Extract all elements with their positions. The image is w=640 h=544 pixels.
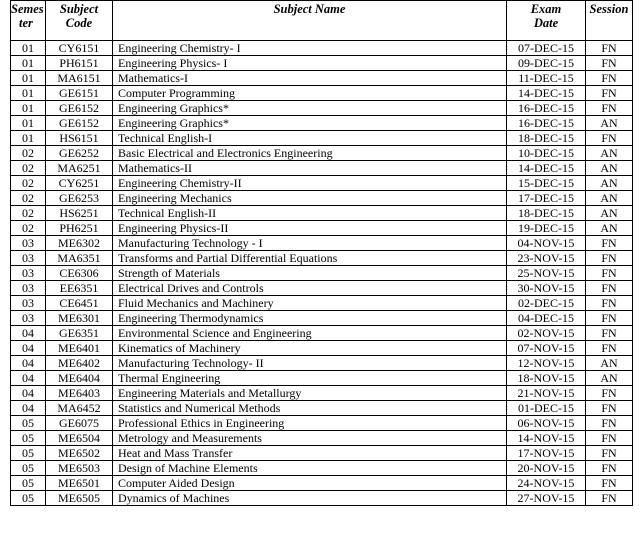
header-semester-line1: Semes [11,2,44,16]
exam-date-cell: 06-NOV-15 [507,416,586,431]
session-cell: FN [586,401,633,416]
subject-name-cell: Heat and Mass Transfer [113,446,507,461]
subject-code-cell: PH6151 [46,56,113,71]
semester-cell: 04 [11,326,46,341]
exam-date-cell: 10-DEC-15 [507,146,586,161]
semester-cell: 03 [11,236,46,251]
subject-name-cell: Engineering Chemistry- I [113,41,507,56]
subject-name-cell: Professional Ethics in Engineering [113,416,507,431]
subject-code-cell: GE6075 [46,416,113,431]
semester-cell: 05 [11,491,46,506]
session-cell: FN [586,266,633,281]
semester-cell: 01 [11,131,46,146]
table-row [11,281,633,296]
semester-cell: 01 [11,116,46,131]
subject-code-cell: MA6452 [46,401,113,416]
table-row [11,401,633,416]
semester-cell: 02 [11,176,46,191]
session-cell: FN [586,71,633,86]
session-cell: FN [586,101,633,116]
subject-name-cell: Fluid Mechanics and Machinery [113,296,507,311]
exam-date-cell: 18-DEC-15 [507,131,586,146]
session-cell: FN [586,131,633,146]
semester-cell: 04 [11,341,46,356]
subject-name-cell: Environmental Science and Engineering [113,326,507,341]
exam-date-cell: 01-DEC-15 [507,401,586,416]
subject-code-cell: CY6251 [46,176,113,191]
exam-date-cell: 04-DEC-15 [507,311,586,326]
header-session: Session [586,1,633,41]
subject-code-cell: ME6505 [46,491,113,506]
semester-cell: 01 [11,86,46,101]
subject-code-cell: HS6151 [46,131,113,146]
exam-date-cell: 25-NOV-15 [507,266,586,281]
exam-date-cell: 19-DEC-15 [507,221,586,236]
session-cell: FN [586,281,633,296]
exam-date-cell: 27-NOV-15 [507,491,586,506]
semester-cell: 02 [11,146,46,161]
session-cell: AN [586,146,633,161]
subject-code-cell: GE6253 [46,191,113,206]
session-cell: AN [586,221,633,236]
session-cell: FN [586,491,633,506]
session-cell: FN [586,56,633,71]
session-cell: AN [586,371,633,386]
table-row [11,326,633,341]
table-row [11,176,633,191]
subject-code-cell: ME6404 [46,371,113,386]
header-date-line1: Exam [530,2,562,16]
session-cell: FN [586,431,633,446]
subject-name-cell: Basic Electrical and Electronics Engineering [113,146,507,161]
exam-date-cell: 14-NOV-15 [507,431,586,446]
exam-date-cell: 30-NOV-15 [507,281,586,296]
subject-name-cell: Engineering Materials and Metallurgy [113,386,507,401]
session-cell: FN [586,461,633,476]
semester-cell: 04 [11,386,46,401]
table-body [11,41,633,506]
exam-schedule-table [10,0,633,506]
table-row [11,461,633,476]
subject-code-cell: EE6351 [46,281,113,296]
exam-date-cell: 14-DEC-15 [507,161,586,176]
subject-code-cell: ME6402 [46,356,113,371]
session-cell: FN [586,41,633,56]
subject-name-cell: Technical English-II [113,206,507,221]
subject-code-cell: ME6504 [46,431,113,446]
subject-name-cell: Engineering Graphics* [113,101,507,116]
subject-name-cell: Manufacturing Technology- II [113,356,507,371]
table-row [11,131,633,146]
session-cell: AN [586,356,633,371]
exam-date-cell: 24-NOV-15 [507,476,586,491]
subject-name-cell: Engineering Thermodynamics [113,311,507,326]
exam-date-cell: 21-NOV-15 [507,386,586,401]
table-row [11,341,633,356]
header-row [11,1,633,41]
header-code-line1: Subject [59,2,99,16]
subject-code-cell: CE6306 [46,266,113,281]
subject-code-cell: MA6351 [46,251,113,266]
session-cell: FN [586,326,633,341]
session-cell: AN [586,116,633,131]
exam-date-cell: 07-DEC-15 [507,41,586,56]
table-row [11,101,633,116]
exam-date-cell: 20-NOV-15 [507,461,586,476]
subject-name-cell: Computer Programming [113,86,507,101]
subject-code-cell: GE6152 [46,116,113,131]
table-row [11,236,633,251]
subject-name-cell: Metrology and Measurements [113,431,507,446]
exam-date-cell: 07-NOV-15 [507,341,586,356]
table-row [11,56,633,71]
semester-cell: 02 [11,191,46,206]
session-cell: FN [586,416,633,431]
session-cell: AN [586,191,633,206]
table-row [11,386,633,401]
subject-name-cell: Technical English-I [113,131,507,146]
table-row [11,296,633,311]
exam-date-cell: 12-NOV-15 [507,356,586,371]
header-subject-name: Subject Name [113,1,507,41]
semester-cell: 05 [11,476,46,491]
semester-cell: 03 [11,281,46,296]
table-row [11,71,633,86]
subject-name-cell: Design of Machine Elements [113,461,507,476]
semester-cell: 05 [11,431,46,446]
subject-code-cell: GE6252 [46,146,113,161]
subject-name-cell: Electrical Drives and Controls [113,281,507,296]
table-row [11,191,633,206]
subject-name-cell: Engineering Graphics* [113,116,507,131]
semester-cell: 02 [11,161,46,176]
subject-name-cell: Mathematics-I [113,71,507,86]
subject-name-cell: Computer Aided Design [113,476,507,491]
semester-cell: 03 [11,296,46,311]
exam-date-cell: 17-NOV-15 [507,446,586,461]
subject-name-cell: Kinematics of Machinery [113,341,507,356]
subject-code-cell: PH6251 [46,221,113,236]
exam-date-cell: 02-DEC-15 [507,296,586,311]
subject-name-cell: Statistics and Numerical Methods [113,401,507,416]
session-cell: FN [586,86,633,101]
table-row [11,491,633,506]
semester-cell: 04 [11,371,46,386]
session-cell: FN [586,476,633,491]
table-row [11,86,633,101]
table-row [11,206,633,221]
table-row [11,446,633,461]
exam-date-cell: 09-DEC-15 [507,56,586,71]
semester-cell: 01 [11,56,46,71]
table-row [11,431,633,446]
semester-cell: 03 [11,251,46,266]
subject-code-cell: HS6251 [46,206,113,221]
semester-cell: 03 [11,311,46,326]
header-exam-date [507,1,586,41]
table-row [11,476,633,491]
semester-cell: 03 [11,266,46,281]
table-row [11,371,633,386]
semester-cell: 05 [11,416,46,431]
session-cell: AN [586,206,633,221]
table-row [11,221,633,236]
subject-code-cell: GE6351 [46,326,113,341]
subject-code-cell: ME6401 [46,341,113,356]
subject-name-cell: Dynamics of Machines [113,491,507,506]
session-cell: FN [586,236,633,251]
header-semester-line2: ter [19,16,33,30]
semester-cell: 02 [11,221,46,236]
subject-code-cell: ME6403 [46,386,113,401]
semester-cell: 04 [11,401,46,416]
subject-code-cell: MA6251 [46,161,113,176]
subject-code-cell: ME6502 [46,446,113,461]
session-cell: FN [586,341,633,356]
table-row [11,251,633,266]
exam-date-cell: 18-NOV-15 [507,371,586,386]
exam-date-cell: 04-NOV-15 [507,236,586,251]
session-cell: AN [586,176,633,191]
exam-date-cell: 14-DEC-15 [507,86,586,101]
session-cell: FN [586,386,633,401]
table-row [11,266,633,281]
subject-name-cell: Engineering Mechanics [113,191,507,206]
exam-date-cell: 16-DEC-15 [507,116,586,131]
subject-name-cell: Manufacturing Technology - I [113,236,507,251]
session-cell: FN [586,296,633,311]
subject-code-cell: GE6151 [46,86,113,101]
subject-code-cell: CY6151 [46,41,113,56]
table-row [11,356,633,371]
header-code-line2: Code [65,16,93,30]
semester-cell: 05 [11,461,46,476]
subject-name-cell: Engineering Physics-II [113,221,507,236]
subject-name-cell: Strength of Materials [113,266,507,281]
header-date-line2: Date [533,16,559,30]
exam-date-cell: 15-DEC-15 [507,176,586,191]
subject-code-cell: ME6301 [46,311,113,326]
table-row [11,41,633,56]
table-row [11,416,633,431]
exam-date-cell: 23-NOV-15 [507,251,586,266]
subject-name-cell: Thermal Engineering [113,371,507,386]
table-row [11,161,633,176]
session-cell: FN [586,446,633,461]
exam-date-cell: 02-NOV-15 [507,326,586,341]
semester-cell: 02 [11,206,46,221]
subject-name-cell: Engineering Physics- I [113,56,507,71]
session-cell: FN [586,311,633,326]
exam-date-cell: 17-DEC-15 [507,191,586,206]
exam-date-cell: 11-DEC-15 [507,71,586,86]
subject-name-cell: Mathematics-II [113,161,507,176]
subject-name-cell: Transforms and Partial Differential Equations [113,251,507,266]
subject-code-cell: ME6302 [46,236,113,251]
semester-cell: 01 [11,71,46,86]
semester-cell: 01 [11,41,46,56]
exam-date-cell: 18-DEC-15 [507,206,586,221]
table-row [11,146,633,161]
subject-code-cell: MA6151 [46,71,113,86]
subject-code-cell: GE6152 [46,101,113,116]
table-row [11,116,633,131]
semester-cell: 05 [11,446,46,461]
header-subject-code [46,1,113,41]
exam-date-cell: 16-DEC-15 [507,101,586,116]
semester-cell: 01 [11,101,46,116]
subject-code-cell: CE6451 [46,296,113,311]
table-row [11,311,633,326]
header-semester [11,1,46,41]
session-cell: AN [586,161,633,176]
session-cell: FN [586,251,633,266]
subject-code-cell: ME6503 [46,461,113,476]
subject-name-cell: Engineering Chemistry-II [113,176,507,191]
semester-cell: 04 [11,356,46,371]
subject-code-cell: ME6501 [46,476,113,491]
